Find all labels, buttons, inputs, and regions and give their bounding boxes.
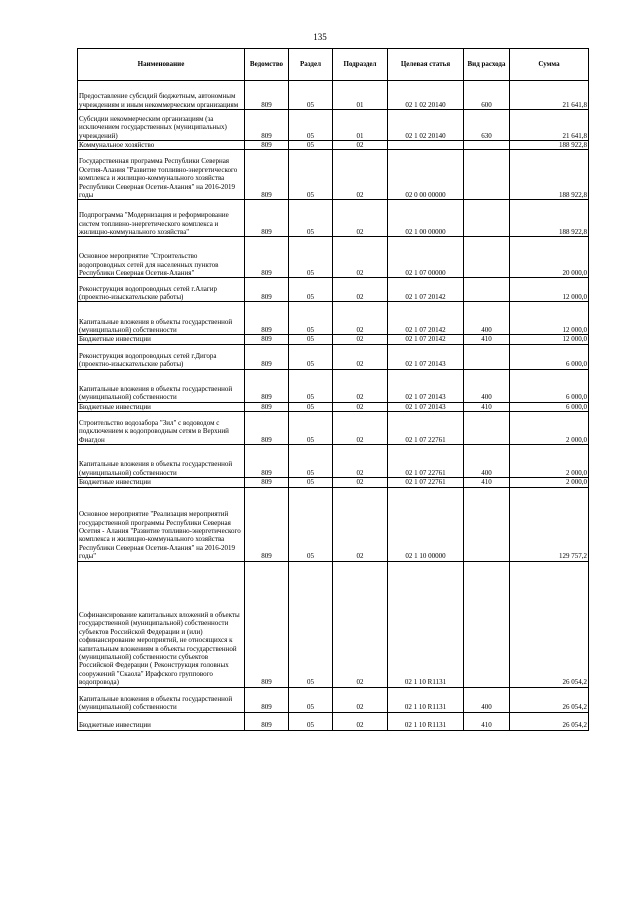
cell-sum: 21 641,8 <box>510 110 589 141</box>
column-header: Наименование <box>78 49 245 81</box>
cell-expense: 400 <box>464 369 510 402</box>
cell-dept: 809 <box>245 302 289 335</box>
table-row <box>78 344 589 369</box>
cell-sum: 188 922,8 <box>510 200 589 237</box>
table-row <box>78 110 589 141</box>
cell-expense <box>464 412 510 445</box>
cell-name: Бюджетные инвестиции <box>78 335 245 344</box>
column-header: Ведомство <box>245 49 289 81</box>
cell-expense: 410 <box>464 712 510 730</box>
cell-expense: 630 <box>464 110 510 141</box>
cell-article: 02 1 07 00000 <box>388 237 464 278</box>
cell-subsection: 02 <box>333 237 388 278</box>
cell-subsection: 02 <box>333 150 388 200</box>
table-row <box>78 237 589 278</box>
cell-article: 02 0 00 00000 <box>388 150 464 200</box>
cell-expense <box>464 200 510 237</box>
cell-sum: 12 000,0 <box>510 302 589 335</box>
cell-dept: 809 <box>245 445 289 478</box>
cell-subsection: 02 <box>333 487 388 561</box>
cell-expense: 400 <box>464 687 510 712</box>
cell-article: 02 1 07 22761 <box>388 445 464 478</box>
cell-name: Основное мероприятие "Реализация мероприятий государственной программы Республики Северная Осетия - Алания "Развитие топливно-энергетического комплекса и жилищно-коммунального хозяйства Республики Северная Осетия-Алания" на 2016-2019 годы" <box>78 487 245 561</box>
cell-article <box>388 141 464 150</box>
cell-dept: 809 <box>245 150 289 200</box>
cell-article: 02 1 07 20143 <box>388 344 464 369</box>
cell-subsection: 02 <box>333 561 388 687</box>
cell-subsection: 01 <box>333 81 388 110</box>
cell-name: Капитальные вложения в объекты государственной (муниципальной) собственности <box>78 687 245 712</box>
cell-expense <box>464 561 510 687</box>
cell-article: 02 1 00 00000 <box>388 200 464 237</box>
page-number: 135 <box>313 32 327 42</box>
cell-article: 02 1 10 R1131 <box>388 712 464 730</box>
cell-subsection: 02 <box>333 344 388 369</box>
cell-article: 02 1 07 20142 <box>388 302 464 335</box>
cell-name: Софинансирование капитальных вложений в объекты государственной (муниципальной) собственности субъектов Российской Федерации и (или) софинансирование мероприятий, не относящихся к капитальным вложениям в объекты государственной (муниципальной) собственности субъектов Российской Федерации ( Реконструкция головных сооружений "Скаола" Ирафского группового водопровода) <box>78 561 245 687</box>
table-row <box>78 335 589 344</box>
cell-name: Субсидии некоммерческим организациям (за исключением государственных (муниципальных) учреждений) <box>78 110 245 141</box>
cell-name: Подпрограмма "Модернизация и реформирование систем топливно-энергетического комплекса и жилищно-коммунального хозяйства" <box>78 200 245 237</box>
table-row <box>78 445 589 478</box>
cell-expense: 410 <box>464 402 510 411</box>
cell-sum: 26 054,2 <box>510 687 589 712</box>
cell-sum: 20 000,0 <box>510 237 589 278</box>
table-body <box>78 81 589 731</box>
cell-name: Капитальные вложения в объекты государственной (муниципальной) собственности <box>78 445 245 478</box>
table-row <box>78 561 589 687</box>
cell-name: Бюджетные инвестиции <box>78 478 245 487</box>
cell-dept: 809 <box>245 278 289 302</box>
cell-sum: 12 000,0 <box>510 335 589 344</box>
cell-subsection: 02 <box>333 402 388 411</box>
cell-name: Государственная программа Республики Северная Осетия-Алания "Развитие топливно-энергетического комплекса и жилищно-коммунального хозяйства Республики Северная Осетия-Алания" на 2016-2019 годы <box>78 150 245 200</box>
cell-sum: 2 000,0 <box>510 478 589 487</box>
cell-dept: 809 <box>245 81 289 110</box>
cell-article: 02 1 10 R1131 <box>388 561 464 687</box>
cell-subsection: 02 <box>333 445 388 478</box>
cell-expense <box>464 278 510 302</box>
cell-dept: 809 <box>245 141 289 150</box>
cell-section: 05 <box>289 687 333 712</box>
cell-expense: 600 <box>464 81 510 110</box>
cell-subsection: 02 <box>333 478 388 487</box>
cell-article: 02 1 10 00000 <box>388 487 464 561</box>
cell-subsection: 02 <box>333 369 388 402</box>
cell-subsection: 01 <box>333 110 388 141</box>
cell-expense: 400 <box>464 302 510 335</box>
column-header: Сумма <box>510 49 589 81</box>
column-header: Вид расхода <box>464 49 510 81</box>
cell-name: Бюджетные инвестиции <box>78 402 245 411</box>
cell-sum: 129 757,2 <box>510 487 589 561</box>
cell-dept: 809 <box>245 561 289 687</box>
table-row <box>78 278 589 302</box>
table-row <box>78 302 589 335</box>
cell-section: 05 <box>289 344 333 369</box>
cell-dept: 809 <box>245 412 289 445</box>
cell-name: Реконструкция водопроводных сетей г.Алагир (проектно-изыскательские работы) <box>78 278 245 302</box>
cell-name: Капитальные вложения в объекты государственной (муниципальной) собственности <box>78 302 245 335</box>
table-header-row <box>78 49 589 81</box>
cell-expense <box>464 141 510 150</box>
cell-sum: 2 000,0 <box>510 412 589 445</box>
cell-section: 05 <box>289 110 333 141</box>
cell-article: 02 1 02 20140 <box>388 81 464 110</box>
cell-sum: 6 000,0 <box>510 344 589 369</box>
table-row <box>78 150 589 200</box>
cell-name: Основное мероприятие "Строительство водопроводных сетей для населенных пунктов Республики Северная Осетия-Алания" <box>78 237 245 278</box>
cell-dept: 809 <box>245 237 289 278</box>
cell-dept: 809 <box>245 110 289 141</box>
cell-section: 05 <box>289 402 333 411</box>
cell-name: Реконструкция водопроводных сетей г.Дигора (проектно-изыскательские работы) <box>78 344 245 369</box>
cell-article: 02 1 07 20143 <box>388 369 464 402</box>
cell-dept: 809 <box>245 487 289 561</box>
cell-section: 05 <box>289 278 333 302</box>
cell-section: 05 <box>289 81 333 110</box>
cell-sum: 12 000,0 <box>510 278 589 302</box>
cell-article: 02 1 07 20142 <box>388 335 464 344</box>
cell-subsection: 02 <box>333 412 388 445</box>
cell-expense <box>464 487 510 561</box>
cell-article: 02 1 07 22761 <box>388 478 464 487</box>
cell-sum: 26 054,2 <box>510 561 589 687</box>
cell-section: 05 <box>289 487 333 561</box>
cell-subsection: 02 <box>333 200 388 237</box>
budget-table <box>77 48 589 731</box>
cell-dept: 809 <box>245 687 289 712</box>
cell-section: 05 <box>289 478 333 487</box>
table-row <box>78 487 589 561</box>
table-row <box>78 712 589 730</box>
cell-name: Капитальные вложения в объекты государственной (муниципальной) собственности <box>78 369 245 402</box>
cell-expense <box>464 344 510 369</box>
cell-dept: 809 <box>245 200 289 237</box>
cell-name: Бюджетные инвестиции <box>78 712 245 730</box>
cell-subsection: 02 <box>333 302 388 335</box>
cell-section: 05 <box>289 335 333 344</box>
cell-section: 05 <box>289 369 333 402</box>
table-row <box>78 369 589 402</box>
cell-section: 05 <box>289 302 333 335</box>
cell-dept: 809 <box>245 335 289 344</box>
cell-dept: 809 <box>245 712 289 730</box>
cell-subsection: 02 <box>333 335 388 344</box>
cell-section: 05 <box>289 237 333 278</box>
cell-sum: 6 000,0 <box>510 369 589 402</box>
cell-subsection: 02 <box>333 712 388 730</box>
cell-expense: 410 <box>464 335 510 344</box>
cell-sum: 188 922,8 <box>510 141 589 150</box>
cell-article: 02 1 02 20140 <box>388 110 464 141</box>
cell-section: 05 <box>289 561 333 687</box>
cell-dept: 809 <box>245 478 289 487</box>
cell-subsection: 02 <box>333 141 388 150</box>
cell-name: Строительство водозабора "Зил" с водоводом с подключением к водопроводным сетям в Верхний Фиагдон <box>78 412 245 445</box>
cell-sum: 6 000,0 <box>510 402 589 411</box>
table-row <box>78 402 589 411</box>
cell-dept: 809 <box>245 344 289 369</box>
cell-article: 02 1 07 22761 <box>388 412 464 445</box>
column-header: Целевая статья <box>388 49 464 81</box>
cell-article: 02 1 07 20143 <box>388 402 464 411</box>
cell-section: 05 <box>289 445 333 478</box>
table-row <box>78 200 589 237</box>
cell-dept: 809 <box>245 369 289 402</box>
cell-article: 02 1 10 R1131 <box>388 687 464 712</box>
cell-expense: 400 <box>464 445 510 478</box>
table-row <box>78 412 589 445</box>
cell-name: Коммунальное хозяйство <box>78 141 245 150</box>
table-row <box>78 81 589 110</box>
cell-sum: 2 000,0 <box>510 445 589 478</box>
cell-article: 02 1 07 20142 <box>388 278 464 302</box>
cell-dept: 809 <box>245 402 289 411</box>
table-row <box>78 687 589 712</box>
cell-subsection: 02 <box>333 278 388 302</box>
cell-section: 05 <box>289 712 333 730</box>
cell-section: 05 <box>289 200 333 237</box>
cell-section: 05 <box>289 412 333 445</box>
column-header: Подраздел <box>333 49 388 81</box>
cell-sum: 188 922,8 <box>510 150 589 200</box>
cell-section: 05 <box>289 141 333 150</box>
table-row <box>78 141 589 150</box>
cell-sum: 21 641,8 <box>510 81 589 110</box>
cell-sum: 26 054,2 <box>510 712 589 730</box>
cell-subsection: 02 <box>333 687 388 712</box>
cell-expense <box>464 150 510 200</box>
cell-section: 05 <box>289 150 333 200</box>
table-row <box>78 478 589 487</box>
column-header: Раздел <box>289 49 333 81</box>
cell-expense: 410 <box>464 478 510 487</box>
cell-name: Предоставление субсидий бюджетным, автономным учреждениям и иным некоммерческим организациям <box>78 81 245 110</box>
cell-expense <box>464 237 510 278</box>
